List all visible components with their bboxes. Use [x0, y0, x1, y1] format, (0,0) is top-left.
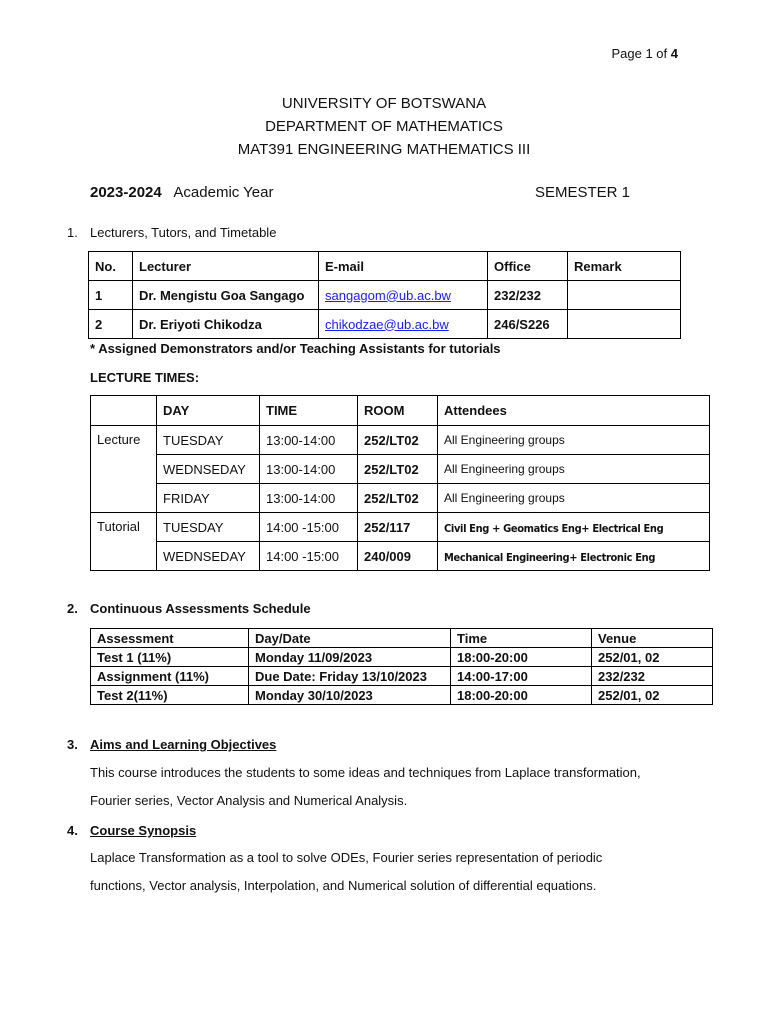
lecturers-table	[88, 251, 681, 339]
day: WEDNSEDAY	[157, 542, 260, 571]
section-number: 2.	[67, 601, 78, 616]
table-row	[91, 513, 710, 542]
assessment: Assignment (11%)	[91, 667, 249, 686]
synopsis-paragraph	[90, 844, 710, 900]
office: 232/232	[488, 281, 568, 310]
day: TUESDAY	[157, 426, 260, 455]
venue: 252/01, 02	[592, 686, 713, 705]
lecturer-name: Dr. Mengistu Goa Sangago	[133, 281, 319, 310]
section-title: Lecturers, Tutors, and Timetable	[90, 225, 277, 240]
section-number: 1.	[67, 225, 78, 240]
table-row	[91, 484, 710, 513]
attendees: All Engineering groups	[438, 484, 710, 513]
column-header: Remark	[568, 252, 681, 281]
column-header	[91, 396, 157, 426]
column-header: Attendees	[438, 396, 710, 426]
academic-year: 2023-2024	[90, 184, 162, 201]
session-type-tutorial: Tutorial	[91, 513, 157, 571]
aims-paragraph	[90, 759, 710, 815]
date: Monday 11/09/2023	[249, 648, 451, 667]
column-header: ROOM	[358, 396, 438, 426]
paragraph-line: Laplace Transformation as a tool to solve ODEs, Fourier series representation of periodic	[90, 850, 603, 865]
email-link[interactable]: sangagom@ub.ac.bw	[325, 287, 451, 303]
remark	[568, 281, 681, 310]
paragraph-line: This course introduces the students to some ideas and techniques from Laplace transformation,	[90, 765, 641, 780]
page-current: 1	[645, 46, 653, 61]
email-link[interactable]: chikodzae@ub.ac.bw	[325, 316, 449, 332]
section-title: Continuous Assessments Schedule	[90, 601, 311, 616]
column-header: E-mail	[319, 252, 488, 281]
column-header: Assessment	[91, 629, 249, 648]
attendees	[438, 513, 710, 542]
attendees	[438, 542, 710, 571]
room: 252/117	[358, 513, 438, 542]
lecturer-number: 2	[89, 310, 133, 339]
date: Monday 30/10/2023	[249, 686, 451, 705]
column-header: DAY	[157, 396, 260, 426]
table-row	[91, 426, 710, 455]
venue: 252/01, 02	[592, 648, 713, 667]
room: 240/009	[358, 542, 438, 571]
time: 14:00 -15:00	[260, 513, 358, 542]
assessments-table	[90, 628, 713, 705]
day: FRIDAY	[157, 484, 260, 513]
lecture-times-table	[90, 395, 710, 571]
time: 14:00 -15:00	[260, 542, 358, 571]
date: Due Date: Friday 13/10/2023	[249, 667, 451, 686]
attendees-text: Civil Eng + Geomatics Eng+ Electrical Eng	[444, 521, 664, 535]
day: TUESDAY	[157, 513, 260, 542]
department-name: DEPARTMENT OF MATHEMATICS	[265, 118, 503, 135]
academic-year-label: Academic Year	[173, 184, 274, 201]
table-row	[91, 455, 710, 484]
attendees: All Engineering groups	[438, 426, 710, 455]
column-header: Day/Date	[249, 629, 451, 648]
page-total: 4	[670, 46, 678, 61]
lecture-times-title: LECTURE TIMES:	[90, 370, 200, 385]
section-number: 3.	[67, 737, 78, 752]
page-label: Page	[611, 46, 642, 61]
academic-year-line	[90, 184, 630, 201]
column-header: TIME	[260, 396, 358, 426]
time: 13:00-14:00	[260, 484, 358, 513]
column-header: Lecturer	[133, 252, 319, 281]
time: 18:00-20:00	[451, 686, 592, 705]
lecturer-name: Dr. Eriyoti Chikodza	[133, 310, 319, 339]
remark	[568, 310, 681, 339]
venue: 232/232	[592, 667, 713, 686]
room: 252/LT02	[358, 455, 438, 484]
section-title: Course Synopsis	[90, 823, 197, 838]
table-row	[89, 310, 681, 339]
table-row	[91, 542, 710, 571]
paragraph-line: Fourier series, Vector Analysis and Numerical Analysis.	[90, 793, 408, 808]
assistants-note: * Assigned Demonstrators and/or Teaching Assistants for tutorials	[90, 341, 501, 356]
section-number: 4.	[67, 823, 78, 838]
table-row	[91, 686, 713, 705]
semester: SEMESTER 1	[534, 184, 630, 201]
column-header: No.	[89, 252, 133, 281]
session-type-lecture: Lecture	[91, 426, 157, 513]
room: 252/LT02	[358, 426, 438, 455]
column-header: Venue	[592, 629, 713, 648]
table-row	[89, 281, 681, 310]
assessment: Test 2(11%)	[91, 686, 249, 705]
time: 14:00-17:00	[451, 667, 592, 686]
paragraph-line: functions, Vector analysis, Interpolation, and Numerical solution of differential equations.	[90, 878, 597, 893]
time: 18:00-20:00	[451, 648, 592, 667]
attendees-text: Mechanical Engineering+ Electronic Eng	[444, 550, 656, 564]
office: 246/S226	[488, 310, 568, 339]
page-number	[611, 46, 678, 61]
table-header-row	[91, 629, 713, 648]
day: WEDNSEDAY	[157, 455, 260, 484]
attendees: All Engineering groups	[438, 455, 710, 484]
email-cell	[319, 281, 488, 310]
email-cell	[319, 310, 488, 339]
assessment: Test 1 (11%)	[91, 648, 249, 667]
time: 13:00-14:00	[260, 455, 358, 484]
table-header-row	[91, 396, 710, 426]
course-title: MAT391 ENGINEERING MATHEMATICS III	[237, 141, 531, 158]
lecturer-number: 1	[89, 281, 133, 310]
section-title: Aims and Learning Objectives	[90, 737, 277, 752]
table-row	[91, 648, 713, 667]
university-name: UNIVERSITY OF BOTSWANA	[281, 95, 487, 112]
column-header: Office	[488, 252, 568, 281]
column-header: Time	[451, 629, 592, 648]
table-header-row	[89, 252, 681, 281]
table-row	[91, 667, 713, 686]
time: 13:00-14:00	[260, 426, 358, 455]
page-of: of	[656, 46, 668, 61]
room: 252/LT02	[358, 484, 438, 513]
